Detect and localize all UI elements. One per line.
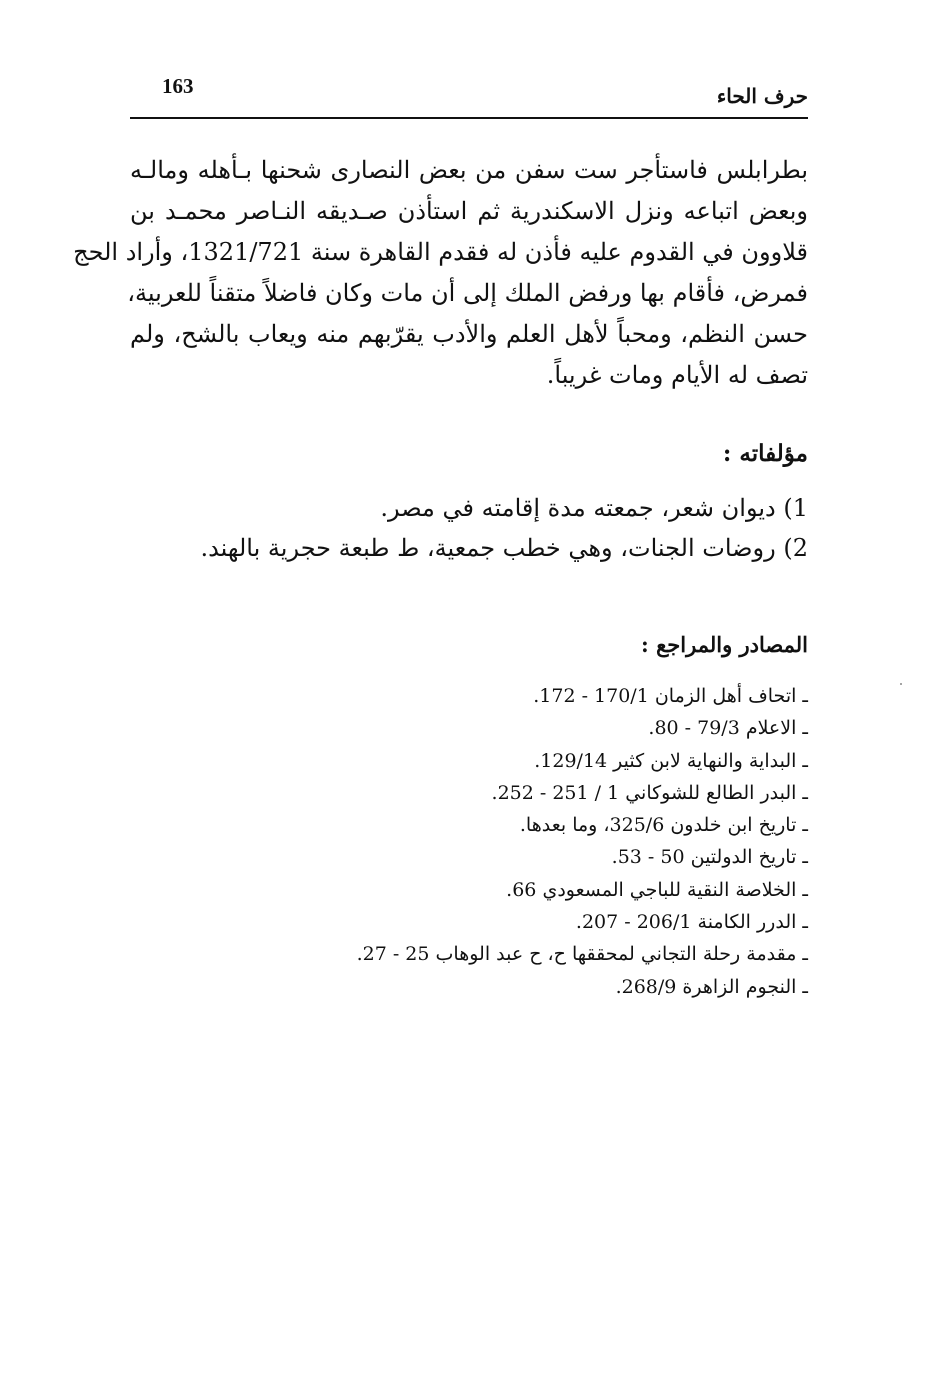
- header-rule: [130, 117, 808, 119]
- source-item: ـ الدرر الكامنة 206/1 - 207.: [575, 911, 808, 934]
- running-head: حرف الحاء: [716, 84, 808, 108]
- source-item: ـ البدر الطالع للشوكاني 1 / 251 - 252.: [491, 781, 808, 804]
- source-item: ـ اتحاف أهل الزمان 170/1 - 172.: [533, 685, 808, 707]
- sources-list: [357, 680, 808, 1003]
- source-item: ـ تاريخ ابن خلدون 325/6، وما بعدها.: [519, 814, 808, 837]
- works-heading: مؤلفاته :: [722, 440, 808, 467]
- source-item: ـ تاريخ الدولتين 50 - 53.: [611, 846, 808, 869]
- body-paragraph: [73, 150, 808, 396]
- works-item: 2) روضات الجنات، وهي خطب جمعية، ط طبعة حجرية بالهند.: [200, 534, 808, 562]
- body-line: حسن النظم، ومحباً لأهل العلم والأدب يقرّبهم منه ويعاب بالشح، ولم: [130, 320, 808, 348]
- source-item: ـ البداية والنهاية لابن كثير 129/14.: [534, 749, 808, 772]
- works-list: [200, 488, 808, 568]
- body-line: فمرض، فأقام بها ورفض الملك إلى أن مات وكان فاضلاً متقناً للعربية،: [127, 279, 808, 307]
- sources-heading: المصادر والمراجع :: [641, 632, 808, 657]
- scan-speck: [900, 683, 902, 685]
- body-line: بطرابلس فاستأجر ست سفن من بعض النصارى شحنها بـأهله ومالـه: [130, 156, 808, 184]
- body-line: قلاوون في القدوم عليه فأذن له فقدم القاهرة سنة 1321/721، وأراد الحج: [73, 238, 808, 266]
- works-item: 1) ديوان شعر، جمعته مدة إقامته في مصر.: [380, 494, 808, 522]
- source-item: ـ مقدمة رحلة التجاني لمحققها ح، ح عبد الوهاب 25 - 27.: [356, 943, 808, 966]
- source-item: ـ الخلاصة النقية للباجي المسعودي 66.: [506, 878, 808, 901]
- page-number: 163: [162, 74, 194, 98]
- source-item: ـ الاعلام 79/3 - 80.: [648, 717, 808, 740]
- body-line: وبعض اتباعه ونزل الاسكندرية ثم استأذن صـديقه النـاصر محمـد بن: [130, 197, 808, 225]
- body-line: تصف له الأيام ومات غريباً.: [546, 361, 808, 389]
- source-item: ـ النجوم الزاهرة 268/9.: [615, 975, 808, 998]
